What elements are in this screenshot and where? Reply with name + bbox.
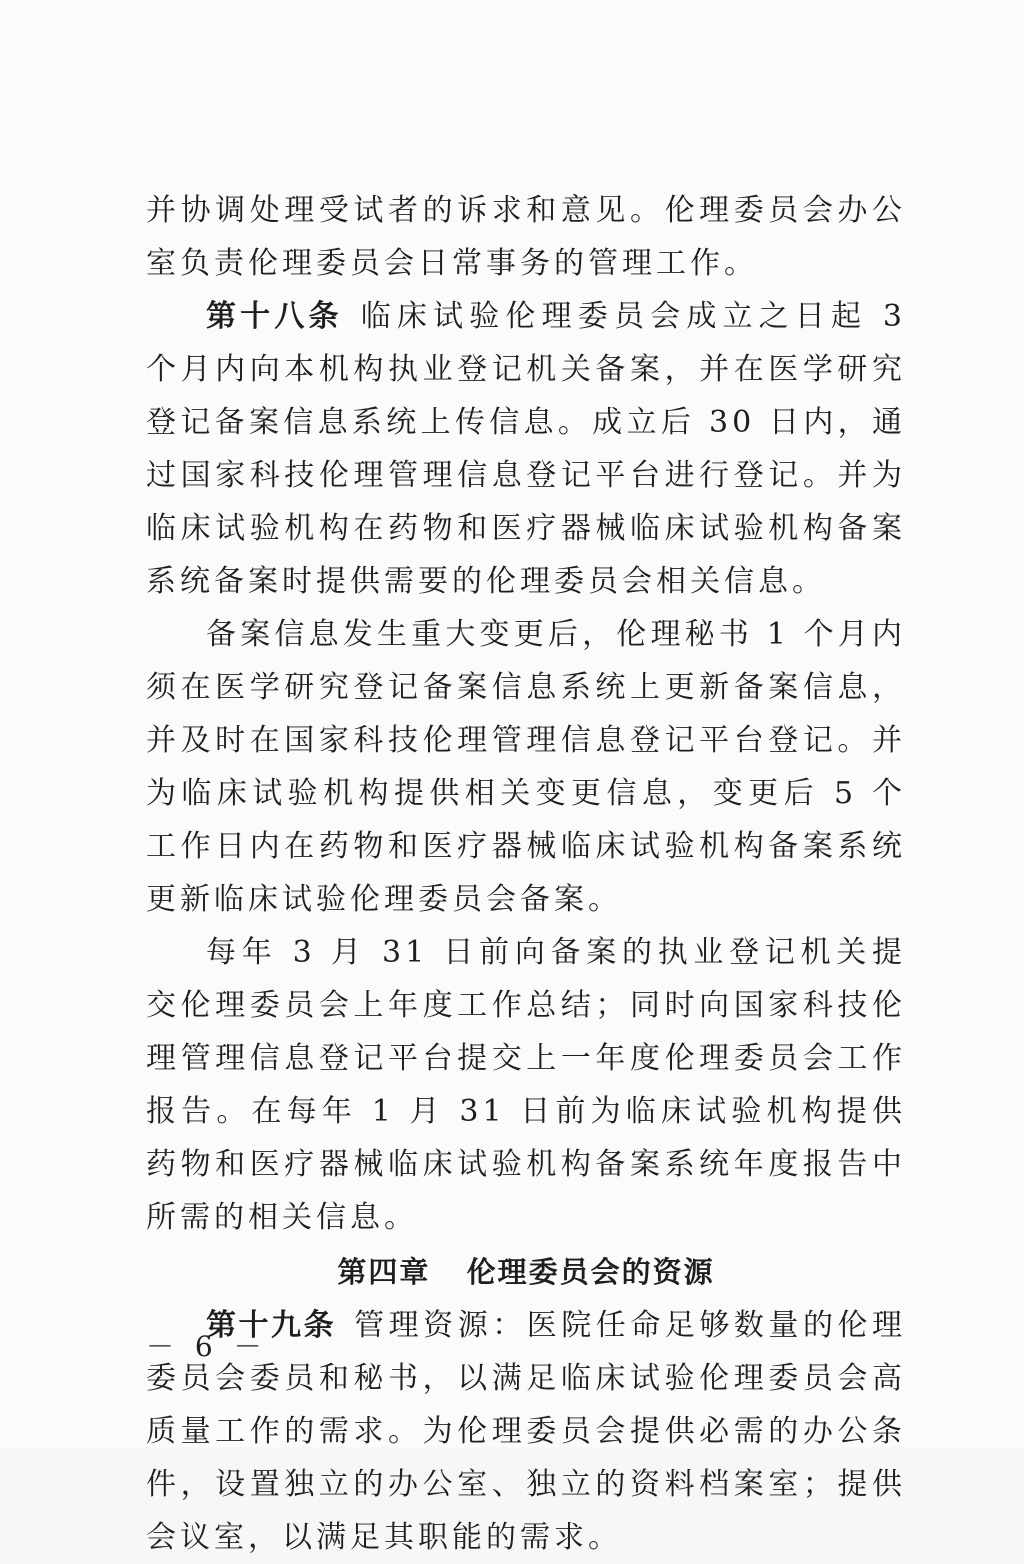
paragraph-continuation: 并协调处理受试者的诉求和意见。伦理委员会办公室负责伦理委员会日常事务的管理工作。 (146, 193, 906, 281)
article-18-paragraph (146, 290, 906, 608)
article-19-text: 管理资源：医院任命足够数量的伦理委员会委员和秘书，以满足临床试验伦理委员会高质量工作的需求。为伦理委员会提供必需的办公条件，设置独立的办公室、独立的资料档案室；提供会议室，以满足其职能的需求。 (146, 1308, 907, 1555)
page-number: － 6 － (146, 1330, 268, 1363)
article-18-label: 第十八条 (206, 299, 343, 334)
paragraph-filing-change: 备案信息发生重大变更后，伦理秘书 1 个月内须在医学研究登记备案信息系统上更新备案信息，并及时在国家科技伦理管理信息登记平台登记。并为临床试验机构提供相关变更信息，变更后 5 个工作日内在药物和医疗器械临床试验机构备案系统更新临床试验伦理委员会备案。 (146, 617, 906, 917)
article-19-label: 第十九条 (206, 1308, 337, 1343)
article-18-text: 临床试验伦理委员会成立之日起 3 个月内向本机构执业登记机关备案，并在医学研究登记备案信息系统上传信息。成立后 30 日内，通过国家科技伦理管理信息登记平台进行登记。并为临床试验机构在药物和医疗器械临床试验机构备案系统备案时提供需要的伦理委员会相关信息。 (146, 299, 907, 599)
paragraph-annual-report: 每年 3 月 31 日前向备案的执业登记机关提交伦理委员会上年度工作总结；同时向国家科技伦理管理信息登记平台提交上一年度伦理委员会工作报告。在每年 1 月 31 日前为临床试验机构提供药物和医疗器械临床试验机构备案系统年度报告中所需的相关信息。 (146, 935, 906, 1235)
chapter-4-heading: 第四章 伦理委员会的资源 (337, 1255, 715, 1289)
